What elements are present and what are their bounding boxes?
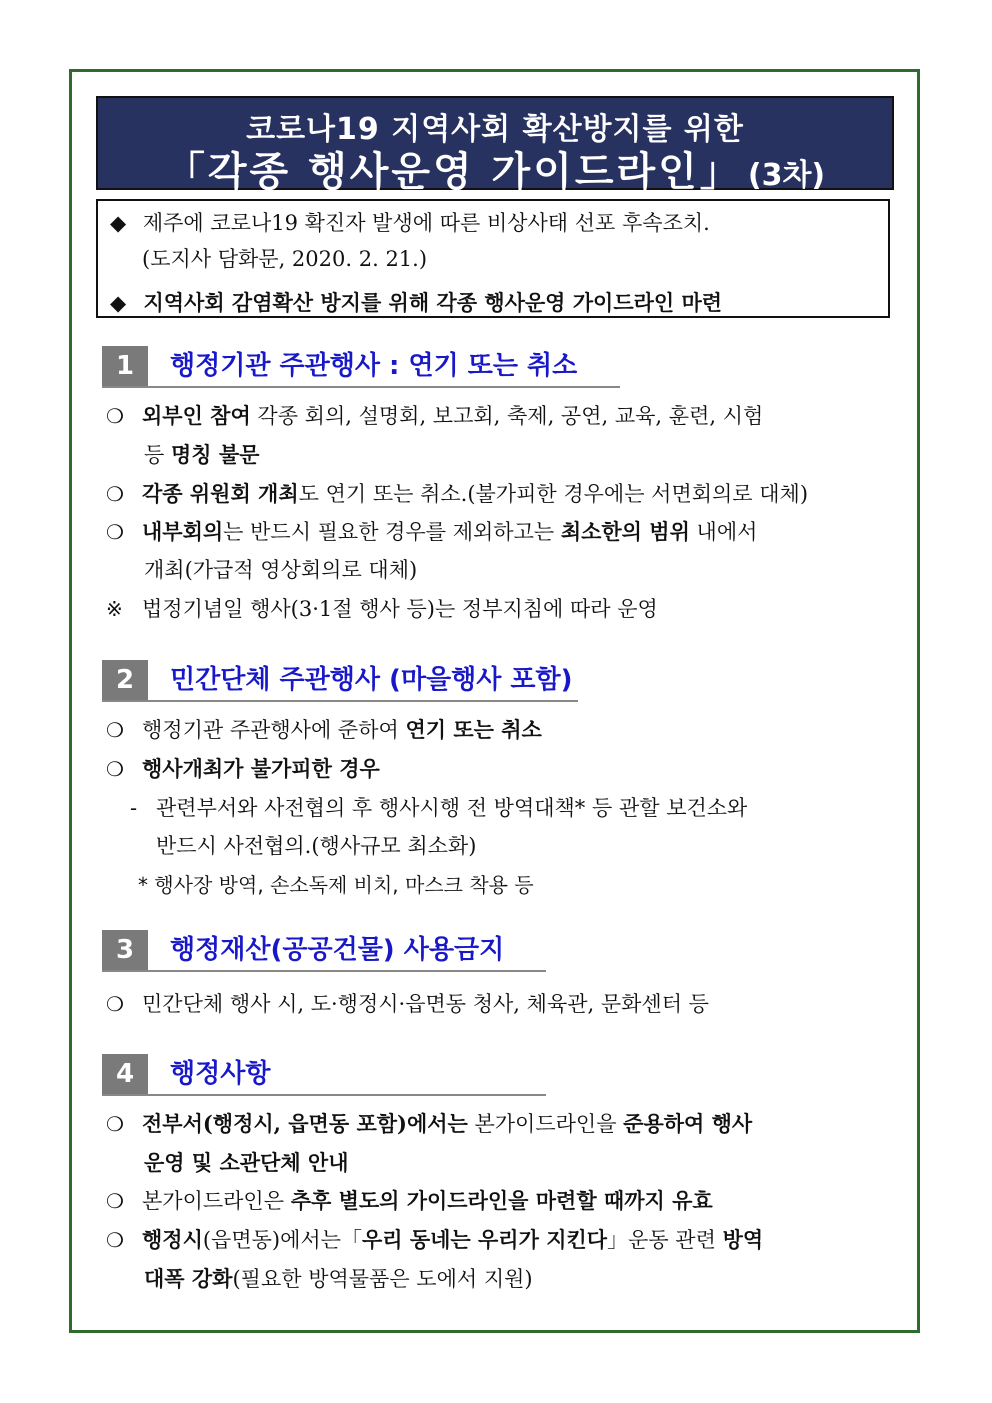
- title-suffix: (3차): [747, 158, 826, 193]
- bold-text: 내부회의: [142, 519, 224, 544]
- bold-text: 방역: [722, 1227, 764, 1252]
- text: 본가이드라인은: [142, 1189, 291, 1213]
- section-title: 민간단체 주관행사 (마을행사 포함): [170, 665, 573, 695]
- section-number: 3: [102, 930, 148, 970]
- list-item-cont: [144, 1265, 533, 1293]
- text: (읍면동)에서는「: [202, 1228, 362, 1252]
- text: 법정기념일 행사(3·1절 행사 등)는 정부지침에 따라 운영: [142, 597, 658, 621]
- bold-text: 명칭 불문: [170, 442, 260, 467]
- text: 행정기관 주관행사에 준하여: [142, 718, 406, 742]
- circle-bullet-icon: ❍: [106, 757, 124, 781]
- bold-text: 운영 및 소관단체 안내: [144, 1150, 349, 1175]
- bold-text: 행정시: [142, 1227, 203, 1252]
- footnote: * 행사장 방역, 손소독제 비치, 마스크 착용 등: [138, 873, 534, 897]
- title-line2: [98, 140, 892, 197]
- sub-item: [130, 794, 747, 822]
- section-3-header: [102, 930, 546, 972]
- circle-bullet-icon: ❍: [106, 404, 124, 428]
- bold-text: 전부서(행정시, 읍면동 포함)에서는: [142, 1111, 468, 1136]
- text: 관련부서와 사전협의 후 행사시행 전 방역대책* 등 관할 보건소와: [156, 796, 748, 820]
- list-item: [106, 990, 709, 1018]
- text: (필요한 방역물품은 도에서 지원): [232, 1267, 533, 1291]
- dash-bullet: -: [130, 796, 138, 820]
- section-number: 2: [102, 660, 148, 700]
- diamond-bullet-icon: ◆: [110, 291, 127, 315]
- text: 는 반드시 필요한 경우를 제외하고는: [223, 520, 561, 544]
- bold-text: 각종 위원회 개최: [142, 481, 299, 506]
- title-banner: [96, 96, 894, 195]
- section-title: 행정재산(공공건물) 사용금지: [170, 935, 505, 965]
- circle-bullet-icon: ❍: [106, 482, 124, 506]
- note: [106, 595, 658, 623]
- list-item: [106, 518, 757, 546]
- list-item: [106, 755, 380, 783]
- text: 」운동 관련: [607, 1228, 723, 1252]
- bold-text: 대폭 강화: [144, 1266, 233, 1291]
- text: 본가이드라인을: [467, 1112, 624, 1136]
- list-item-cont: [144, 441, 259, 469]
- list-item-cont: 개최(가급적 영상회의로 대체): [144, 558, 418, 582]
- summary-item-1-cont: (도지사 담화문, 2020. 2. 21.): [142, 247, 428, 271]
- diamond-bullet-icon: ◆: [110, 211, 127, 235]
- summary-text-1: 제주에 코로나19 확진자 발생에 따른 비상사태 선포 후속조치.: [142, 211, 710, 235]
- sub-item-cont: 반드시 사전협의.(행사규모 최소화): [156, 834, 477, 858]
- title-main: 「각종 행사운영 가이드라인」: [164, 149, 743, 195]
- list-item: [106, 1187, 713, 1215]
- circle-bullet-icon: ❍: [106, 718, 124, 742]
- section-number: 4: [102, 1054, 148, 1094]
- bold-text: 연기 또는 취소: [405, 717, 542, 742]
- text: 내에서: [689, 520, 758, 544]
- reference-mark-icon: ※: [106, 597, 123, 621]
- bold-text: 우리 동네는 우리가 지킨다: [361, 1227, 608, 1252]
- section-title: 행정기관 주관행사 : 연기 또는 취소: [170, 351, 578, 381]
- list-item: [106, 716, 542, 744]
- bold-text: 행사개최가 불가피한 경우: [142, 756, 380, 781]
- list-item: [106, 1226, 763, 1254]
- circle-bullet-icon: ❍: [106, 1228, 124, 1252]
- text: 각종 회의, 설명회, 보고회, 축제, 공연, 교육, 훈련, 시험: [250, 404, 764, 428]
- list-item: [106, 480, 808, 508]
- text: 민간단체 행사 시, 도·행정시·읍면동 청사, 체육관, 문화센터 등: [142, 992, 709, 1016]
- text: 등: [144, 443, 171, 467]
- section-1-header: [102, 346, 620, 388]
- circle-bullet-icon: ❍: [106, 520, 124, 544]
- list-item: [106, 402, 763, 430]
- title-line1: 코로나19 지역사회 확산방지를 위한: [246, 112, 744, 147]
- section-title: 행정사항: [170, 1059, 271, 1089]
- bold-text: 최소한의 범위: [560, 519, 690, 544]
- list-item-cont: [144, 1149, 349, 1177]
- circle-bullet-icon: ❍: [106, 1189, 124, 1213]
- section-4-header: [102, 1054, 546, 1096]
- summary-box: [96, 199, 890, 318]
- section-number: 1: [102, 346, 148, 386]
- summary-item-1: [110, 207, 710, 237]
- circle-bullet-icon: ❍: [106, 992, 124, 1016]
- circle-bullet-icon: ❍: [106, 1112, 124, 1136]
- bold-text: 추후 별도의 가이드라인을 마련할 때까지 유효: [290, 1188, 713, 1213]
- section-2-header: [102, 660, 578, 702]
- text: 도 연기 또는 취소.(불가피한 경우에는 서면회의로 대체): [298, 482, 809, 506]
- summary-text-2: 지역사회 감염확산 방지를 위해 각종 행사운영 가이드라인 마련: [143, 290, 723, 315]
- bold-text: 외부인 참여: [142, 403, 251, 428]
- list-item: [106, 1110, 752, 1138]
- bold-text: 준용하여 행사: [623, 1111, 753, 1136]
- summary-item-2: [110, 287, 722, 317]
